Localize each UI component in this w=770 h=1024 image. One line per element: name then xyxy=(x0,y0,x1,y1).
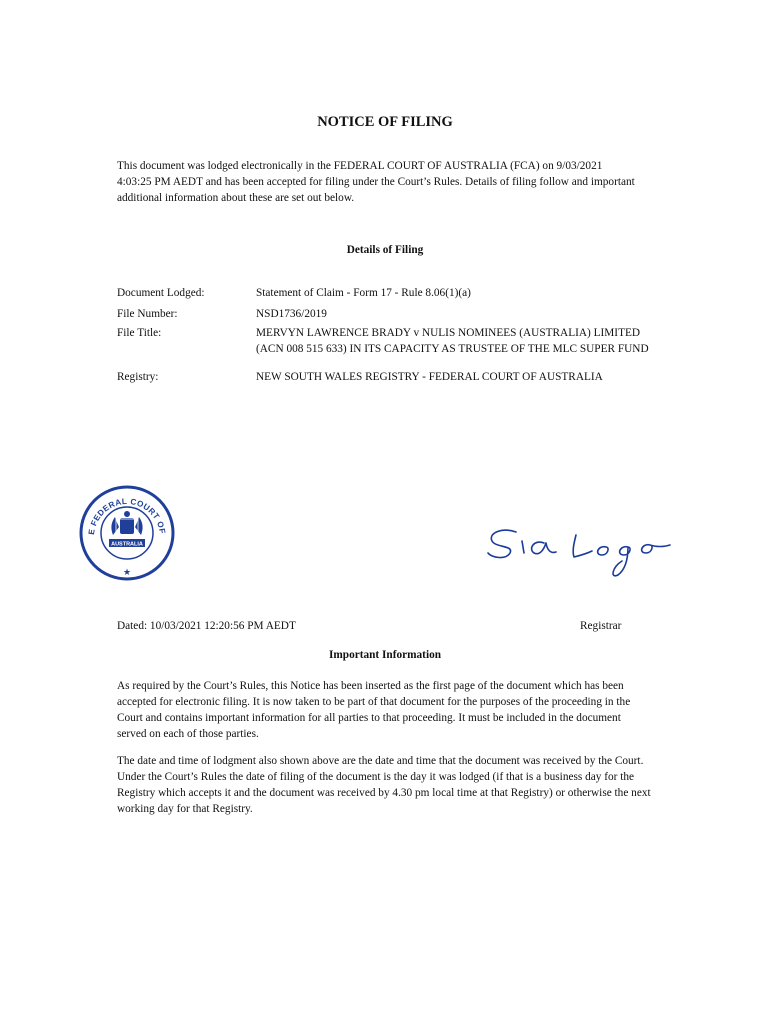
dated-text: Dated: 10/03/2021 12:20:56 PM AEDT xyxy=(117,620,296,632)
important-heading: Important Information xyxy=(328,649,442,661)
detail-value: NEW SOUTH WALES REGISTRY - FEDERAL COURT OF AUSTRALIA xyxy=(256,371,603,383)
seal-ring-text: E FEDERAL COURT OF xyxy=(87,496,167,536)
detail-label: File Title: xyxy=(117,327,162,339)
page-title: NOTICE OF FILING xyxy=(317,114,453,130)
details-heading: Details of Filing xyxy=(346,244,424,256)
seal-banner-text: AUSTRALIA xyxy=(111,541,143,548)
signature-icon xyxy=(482,525,672,585)
detail-value: Statement of Claim - Form 17 - Rule 8.06(1)(a) xyxy=(256,287,471,299)
registrar-label: Registrar xyxy=(580,620,622,632)
court-seal xyxy=(73,485,181,581)
important-paragraph: As required by the Court’s Rules, this Notice has been inserted as the first page of the document which has been accepted for electronic filing. It is now taken to be part of that document for the purposes of the proceeding in the Court and contains important information for all parties to that proceeding. It must be included in the document served on each of those parties. xyxy=(117,680,631,740)
important-paragraph: The date and time of lodgment also shown above are the date and time that the document was received by the Court. Under the Court’s Rules the date of filing of the document is the day it was lodged (if that is a business day for the Registry which accepts it and the document was received by 4.30 pm local time at that Registry) or otherwise the next working day for that Registry. xyxy=(117,755,651,815)
detail-value: NSD1736/2019 xyxy=(256,308,327,320)
detail-label: Document Lodged: xyxy=(117,287,205,299)
seal-icon xyxy=(73,485,181,581)
registrar-signature xyxy=(482,525,672,585)
intro-paragraph: This document was lodged electronically in the FEDERAL COURT OF AUSTRALIA (FCA) on 9/03/2021 4:03:25 PM AEDT and has been accepted for filing under the Court’s Rules. Details of filing follow and important additional information about these are set out below. xyxy=(117,160,635,204)
detail-label: File Number: xyxy=(117,308,178,320)
svg-text:★: ★ xyxy=(122,567,132,577)
detail-label: Registry: xyxy=(117,371,159,383)
detail-value: MERVYN LAWRENCE BRADY v NULIS NOMINEES (AUSTRALIA) LIMITED (ACN 008 515 633) IN ITS CAPACITY AS TRUSTEE OF THE MLC SUPER FUND xyxy=(256,327,649,355)
